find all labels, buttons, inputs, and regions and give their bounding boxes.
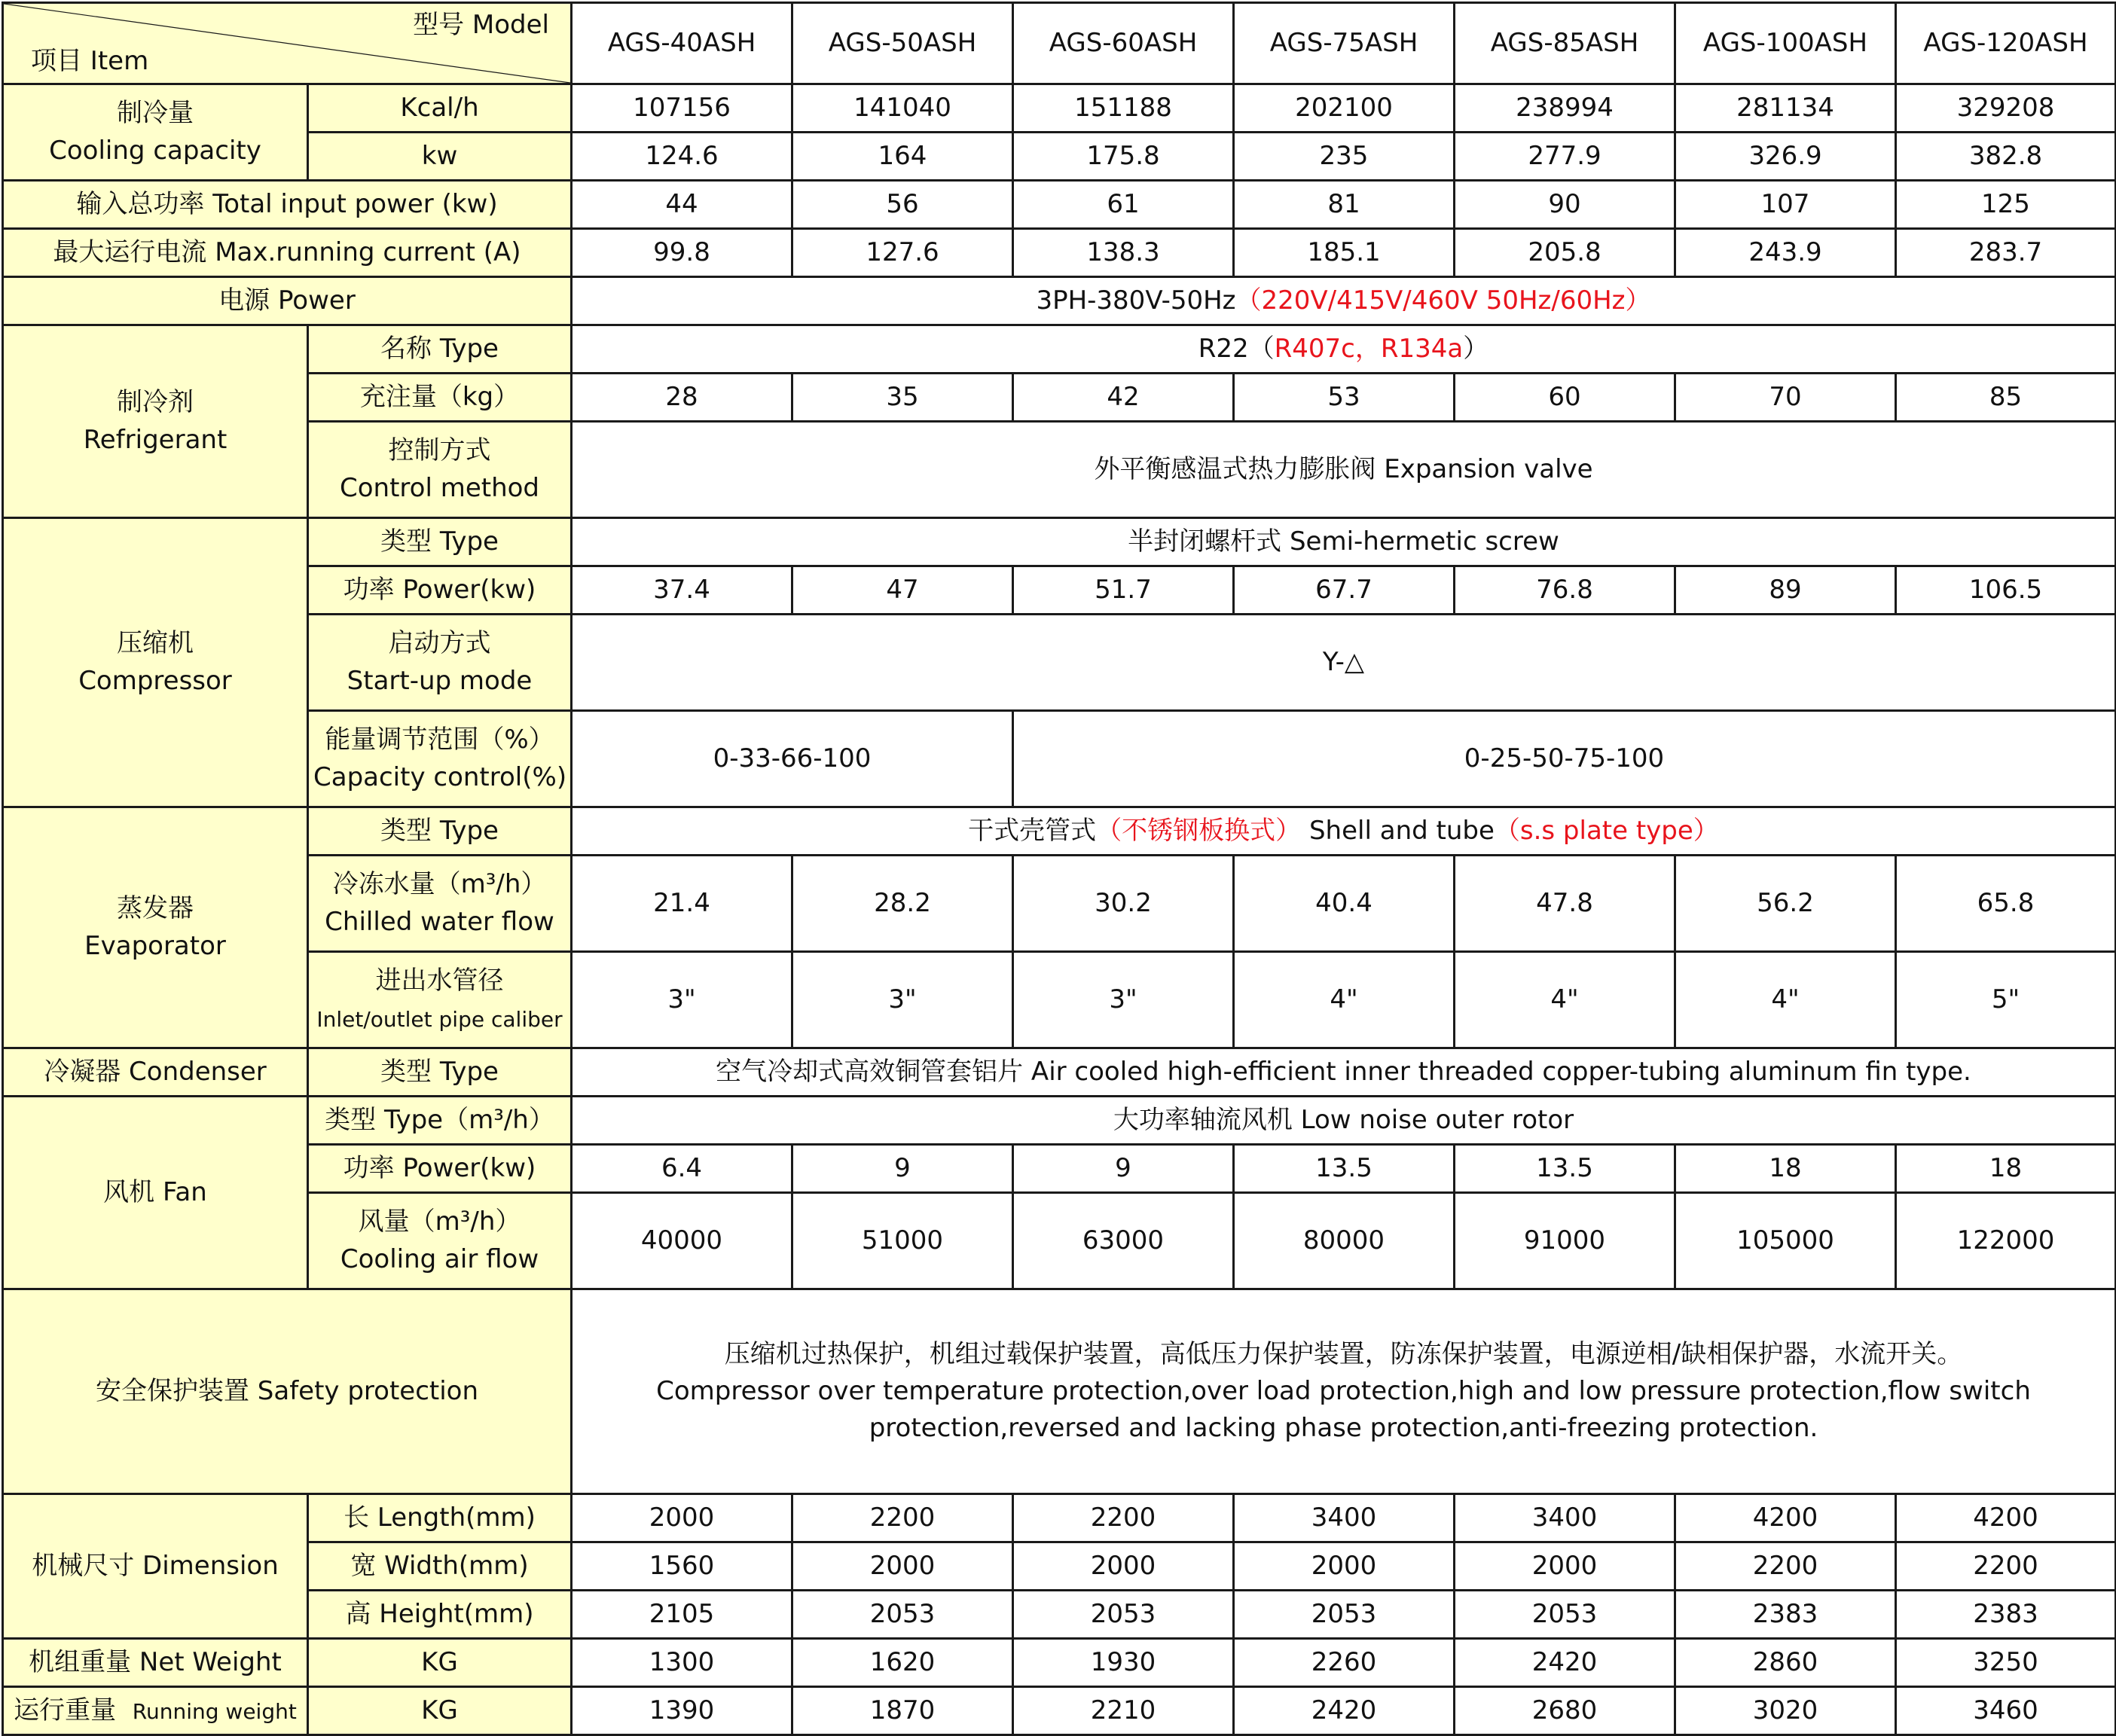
evaporator-cn: 蒸发器: [117, 893, 194, 924]
refrigerant-main: R22（: [1198, 333, 1275, 364]
input-power-cell: 61: [1013, 181, 1234, 229]
running-weight-cell: 2420: [1234, 1687, 1455, 1735]
width-cell: 2000: [1013, 1542, 1234, 1591]
refrigerant-en: Refrigerant: [83, 424, 227, 455]
width-cell: 2000: [792, 1542, 1013, 1591]
width-row: [3, 1542, 2116, 1591]
fan-type-label: 类型 Type（m³/h）: [308, 1097, 572, 1145]
charge-cell: 28: [572, 374, 792, 422]
height-cell: 2383: [1896, 1591, 2116, 1639]
charge-cell: 60: [1455, 374, 1675, 422]
height-cell: 2053: [792, 1591, 1013, 1639]
evaporator-type-en-alt: （s.s plate type）: [1494, 815, 1719, 846]
pipe-caliber-row: [3, 952, 2116, 1048]
evaporator-en: Evaporator: [84, 930, 226, 961]
model-header: AGS-85ASH: [1455, 3, 1675, 84]
air-flow-cell: 105000: [1675, 1193, 1896, 1289]
condenser-type-value: 空气冷却式高效铜管套铝片 Air cooled high-efficient inner threaded copper-tubing aluminum fin type.: [572, 1048, 2116, 1097]
pipe-caliber-en: Inlet/outlet pipe caliber: [316, 1006, 563, 1032]
cooling-capacity-label: [3, 84, 308, 181]
spec-table: [2, 2, 2116, 1736]
running-weight-cell: 2680: [1455, 1687, 1675, 1735]
running-weight-cell: 2210: [1013, 1687, 1234, 1735]
height-cell: 2105: [572, 1591, 792, 1639]
length-cell: 3400: [1455, 1494, 1675, 1542]
cooling-capacity-en: Cooling capacity: [49, 135, 261, 166]
length-cell: 2200: [1013, 1494, 1234, 1542]
model-header: AGS-40ASH: [572, 3, 792, 84]
capacity-control-label: [308, 711, 572, 807]
kcal-cell: 151188: [1013, 84, 1234, 133]
power-alt: （220V/415V/460V 50Hz/60Hz）: [1235, 285, 1651, 316]
safety-text-cn: 压缩机过热保护，机组过载保护装置，高低压力保护装置，防冻保护装置，电源逆相/缺相保护器，水流开关。: [724, 1338, 1963, 1369]
capacity-control-value-2: 0-25-50-75-100: [1013, 711, 2116, 807]
cooling-kw-row: [3, 133, 2116, 181]
compressor-en: Compressor: [78, 665, 232, 696]
pipe-caliber-cell: 3": [572, 952, 792, 1048]
evaporator-type-cn-alt: （不锈钢板换式）: [1096, 815, 1302, 846]
fan-power-cell: 18: [1896, 1145, 2116, 1193]
fan-power-cell: 9: [792, 1145, 1013, 1193]
fan-power-label: 功率 Power(kw): [308, 1145, 572, 1193]
header-corner-cell: [3, 3, 572, 84]
width-label: 宽 Width(mm): [308, 1542, 572, 1591]
compressor-power-cell: 67.7: [1234, 566, 1455, 615]
length-cell: 4200: [1896, 1494, 2116, 1542]
length-cell: 2200: [792, 1494, 1013, 1542]
air-flow-cell: 63000: [1013, 1193, 1234, 1289]
start-mode-en: Start-up mode: [347, 665, 533, 696]
kw-cell: 175.8: [1013, 133, 1234, 181]
air-flow-cell: 80000: [1234, 1193, 1455, 1289]
compressor-power-cell: 51.7: [1013, 566, 1234, 615]
air-flow-cell: 40000: [572, 1193, 792, 1289]
charge-cell: 85: [1896, 374, 2116, 422]
model-header: AGS-75ASH: [1234, 3, 1455, 84]
compressor-start-row: [3, 615, 2116, 711]
running-weight-row: [3, 1687, 2116, 1735]
max-current-cell: 138.3: [1013, 229, 1234, 277]
chilled-water-cell: 40.4: [1234, 856, 1455, 952]
max-current-cell: 205.8: [1455, 229, 1675, 277]
running-weight-cell: 1390: [572, 1687, 792, 1735]
running-weight-cn: 运行重量: [14, 1695, 117, 1725]
kw-cell: 382.8: [1896, 133, 2116, 181]
input-power-cell: 90: [1455, 181, 1675, 229]
compressor-power-cell: 47: [792, 566, 1013, 615]
length-cell: 2000: [572, 1494, 792, 1542]
compressor-power-label: 功率 Power(kw): [308, 566, 572, 615]
evaporator-label: [3, 807, 308, 1048]
fan-type-value: 大功率轴流风机 Low noise outer rotor: [572, 1097, 2116, 1145]
start-mode-value: Y-△: [572, 615, 2116, 711]
running-weight-cell: 3020: [1675, 1687, 1896, 1735]
chilled-water-row: [3, 856, 2116, 952]
capacity-control-en: Capacity control(%): [313, 761, 567, 792]
length-label: 长 Length(mm): [308, 1494, 572, 1542]
pipe-caliber-cn: 进出水管径: [375, 966, 504, 996]
compressor-type-value: 半封闭螺杆式 Semi-hermetic screw: [572, 518, 2116, 566]
height-row: [3, 1591, 2116, 1639]
evaporator-type-row: [3, 807, 2116, 856]
net-weight-cell: 1930: [1013, 1639, 1234, 1687]
air-flow-cn: 风量（m³/h）: [358, 1207, 521, 1237]
kw-cell: 164: [792, 133, 1013, 181]
fan-power-cell: 13.5: [1455, 1145, 1675, 1193]
kw-cell: 277.9: [1455, 133, 1675, 181]
power-value: [572, 277, 2116, 325]
charge-cell: 42: [1013, 374, 1234, 422]
compressor-cn: 压缩机: [117, 628, 194, 659]
safety-label: 安全保护装置 Safety protection: [3, 1289, 572, 1494]
control-method-value: 外平衡感温式热力膨胀阀 Expansion valve: [572, 422, 2116, 518]
height-cell: 2053: [1455, 1591, 1675, 1639]
fan-airflow-row: [3, 1193, 2116, 1289]
refrigerant-type-label: 名称 Type: [308, 325, 572, 374]
running-weight-cell: 1870: [792, 1687, 1013, 1735]
max-current-cell: 283.7: [1896, 229, 2116, 277]
net-weight-row: [3, 1639, 2116, 1687]
input-power-cell: 107: [1675, 181, 1896, 229]
fan-power-cell: 18: [1675, 1145, 1896, 1193]
refrigerant-type-value: [572, 325, 2116, 374]
kw-cell: 326.9: [1675, 133, 1896, 181]
power-row: [3, 277, 2116, 325]
evaporator-type-cn: 干式壳管式: [968, 815, 1097, 846]
start-mode-label: [308, 615, 572, 711]
evaporator-type-label: 类型 Type: [308, 807, 572, 856]
width-cell: 1560: [572, 1542, 792, 1591]
input-power-row: [3, 181, 2116, 229]
max-current-cell: 243.9: [1675, 229, 1896, 277]
compressor-label: [3, 518, 308, 807]
kcal-cell: 238994: [1455, 84, 1675, 133]
net-weight-cell: 1620: [792, 1639, 1013, 1687]
pipe-caliber-cell: 4": [1455, 952, 1675, 1048]
air-flow-label: [308, 1193, 572, 1289]
header-row: [3, 3, 2116, 84]
dimension-label: 机械尺寸 Dimension: [3, 1494, 308, 1639]
air-flow-cell: 51000: [792, 1193, 1013, 1289]
evaporator-type-en: Shell and tube: [1301, 815, 1495, 846]
max-current-cell: 127.6: [792, 229, 1013, 277]
compressor-power-cell: 37.4: [572, 566, 792, 615]
model-header: AGS-50ASH: [792, 3, 1013, 84]
refrigerant-close: ）: [1463, 333, 1489, 364]
chilled-water-label: [308, 856, 572, 952]
air-flow-en: Cooling air flow: [340, 1243, 539, 1274]
running-weight-cell: 3460: [1896, 1687, 2116, 1735]
model-header: AGS-120ASH: [1896, 3, 2116, 84]
refrigerant-type-row: [3, 325, 2116, 374]
pipe-caliber-cell: 4": [1234, 952, 1455, 1048]
cooling-capacity-cn: 制冷量: [117, 98, 194, 129]
charge-cell: 53: [1234, 374, 1455, 422]
safety-text-en: Compressor over temperature protection,over load protection,high and low pressure protection,flow switch protection,reversed and lacking phase protection,anti-freezing protection.: [656, 1375, 2031, 1444]
height-cell: 2053: [1234, 1591, 1455, 1639]
charge-label: 充注量（kg）: [308, 374, 572, 422]
power-main: 3PH-380V-50Hz: [1036, 285, 1236, 316]
max-current-label: 最大运行电流 Max.running current (A): [3, 229, 572, 277]
running-weight-unit: KG: [308, 1687, 572, 1735]
pipe-caliber-cell: 4": [1675, 952, 1896, 1048]
width-cell: 2200: [1675, 1542, 1896, 1591]
fan-power-cell: 13.5: [1234, 1145, 1455, 1193]
length-row: [3, 1494, 2116, 1542]
item-label: 项目 Item: [31, 45, 149, 76]
condenser-type-label: 类型 Type: [308, 1048, 572, 1097]
cooling-kcal-row: [3, 84, 2116, 133]
charge-cell: 70: [1675, 374, 1896, 422]
height-cell: 2383: [1675, 1591, 1896, 1639]
pipe-caliber-label: [308, 952, 572, 1048]
input-power-cell: 125: [1896, 181, 2116, 229]
input-power-cell: 81: [1234, 181, 1455, 229]
net-weight-cell: 2420: [1455, 1639, 1675, 1687]
net-weight-label: 机组重量 Net Weight: [3, 1639, 308, 1687]
compressor-type-label: 类型 Type: [308, 518, 572, 566]
chilled-water-cell: 30.2: [1013, 856, 1234, 952]
power-label: 电源 Power: [3, 277, 572, 325]
chilled-water-cell: 56.2: [1675, 856, 1896, 952]
condenser-label: 冷凝器 Condenser: [3, 1048, 308, 1097]
start-mode-cn: 启动方式: [388, 628, 491, 659]
height-label: 高 Height(mm): [308, 1591, 572, 1639]
air-flow-cell: 91000: [1455, 1193, 1675, 1289]
kcal-cell: 202100: [1234, 84, 1455, 133]
net-weight-unit: KG: [308, 1639, 572, 1687]
width-cell: 2200: [1896, 1542, 2116, 1591]
max-current-row: [3, 229, 2116, 277]
chilled-water-cell: 47.8: [1455, 856, 1675, 952]
condenser-row: [3, 1048, 2116, 1097]
net-weight-cell: 1300: [572, 1639, 792, 1687]
fan-power-cell: 6.4: [572, 1145, 792, 1193]
kcal-cell: 141040: [792, 84, 1013, 133]
pipe-caliber-cell: 5": [1896, 952, 2116, 1048]
pipe-caliber-cell: 3": [1013, 952, 1234, 1048]
model-header: AGS-60ASH: [1013, 3, 1234, 84]
safety-row: [3, 1289, 2116, 1494]
input-power-cell: 44: [572, 181, 792, 229]
model-label: 型号 Model: [413, 10, 549, 40]
kcal-cell: 107156: [572, 84, 792, 133]
input-power-label: 输入总功率 Total input power (kw): [3, 181, 572, 229]
refrigerant-alt: R407c，R134a: [1274, 333, 1464, 364]
fan-power-row: [3, 1145, 2116, 1193]
kw-cell: 235: [1234, 133, 1455, 181]
compressor-power-cell: 89: [1675, 566, 1896, 615]
control-method-cn: 控制方式: [388, 435, 491, 466]
compressor-power-row: [3, 566, 2116, 615]
width-cell: 2000: [1234, 1542, 1455, 1591]
running-weight-label: [3, 1687, 308, 1735]
compressor-type-row: [3, 518, 2116, 566]
input-power-cell: 56: [792, 181, 1013, 229]
pipe-caliber-cell: 3": [792, 952, 1013, 1048]
width-cell: 2000: [1455, 1542, 1675, 1591]
length-cell: 3400: [1234, 1494, 1455, 1542]
fan-type-row: [3, 1097, 2116, 1145]
kcal-cell: 329208: [1896, 84, 2116, 133]
chilled-water-en: Chilled water flow: [325, 906, 554, 937]
kcal-cell: 281134: [1675, 84, 1896, 133]
refrigerant-charge-row: [3, 374, 2116, 422]
compressor-power-cell: 106.5: [1896, 566, 2116, 615]
refrigerant-label: [3, 325, 308, 518]
compressor-power-cell: 76.8: [1455, 566, 1675, 615]
chilled-water-cell: 65.8: [1896, 856, 2116, 952]
kw-label: kw: [308, 133, 572, 181]
model-header: AGS-100ASH: [1675, 3, 1896, 84]
control-method-en: Control method: [339, 472, 539, 503]
refrigerant-cn: 制冷剂: [117, 387, 194, 418]
evaporator-type-value: [572, 807, 2116, 856]
air-flow-cell: 122000: [1896, 1193, 2116, 1289]
compressor-capacity-row: [3, 711, 2116, 807]
net-weight-cell: 2860: [1675, 1639, 1896, 1687]
capacity-control-cn: 能量调节范围（%）: [325, 725, 554, 755]
running-weight-en: Running weight: [132, 1698, 297, 1724]
chilled-water-cn: 冷冻水量（m³/h）: [332, 869, 547, 900]
fan-power-cell: 9: [1013, 1145, 1234, 1193]
refrigerant-control-row: [3, 422, 2116, 518]
max-current-cell: 99.8: [572, 229, 792, 277]
kw-cell: 124.6: [572, 133, 792, 181]
control-method-label: [308, 422, 572, 518]
fan-label: 风机 Fan: [3, 1097, 308, 1289]
kcal-label: Kcal/h: [308, 84, 572, 133]
chilled-water-cell: 21.4: [572, 856, 792, 952]
chilled-water-cell: 28.2: [792, 856, 1013, 952]
max-current-cell: 185.1: [1234, 229, 1455, 277]
capacity-control-value-1: 0-33-66-100: [572, 711, 1013, 807]
length-cell: 4200: [1675, 1494, 1896, 1542]
net-weight-cell: 2260: [1234, 1639, 1455, 1687]
safety-value: [572, 1289, 2116, 1494]
height-cell: 2053: [1013, 1591, 1234, 1639]
net-weight-cell: 3250: [1896, 1639, 2116, 1687]
charge-cell: 35: [792, 374, 1013, 422]
